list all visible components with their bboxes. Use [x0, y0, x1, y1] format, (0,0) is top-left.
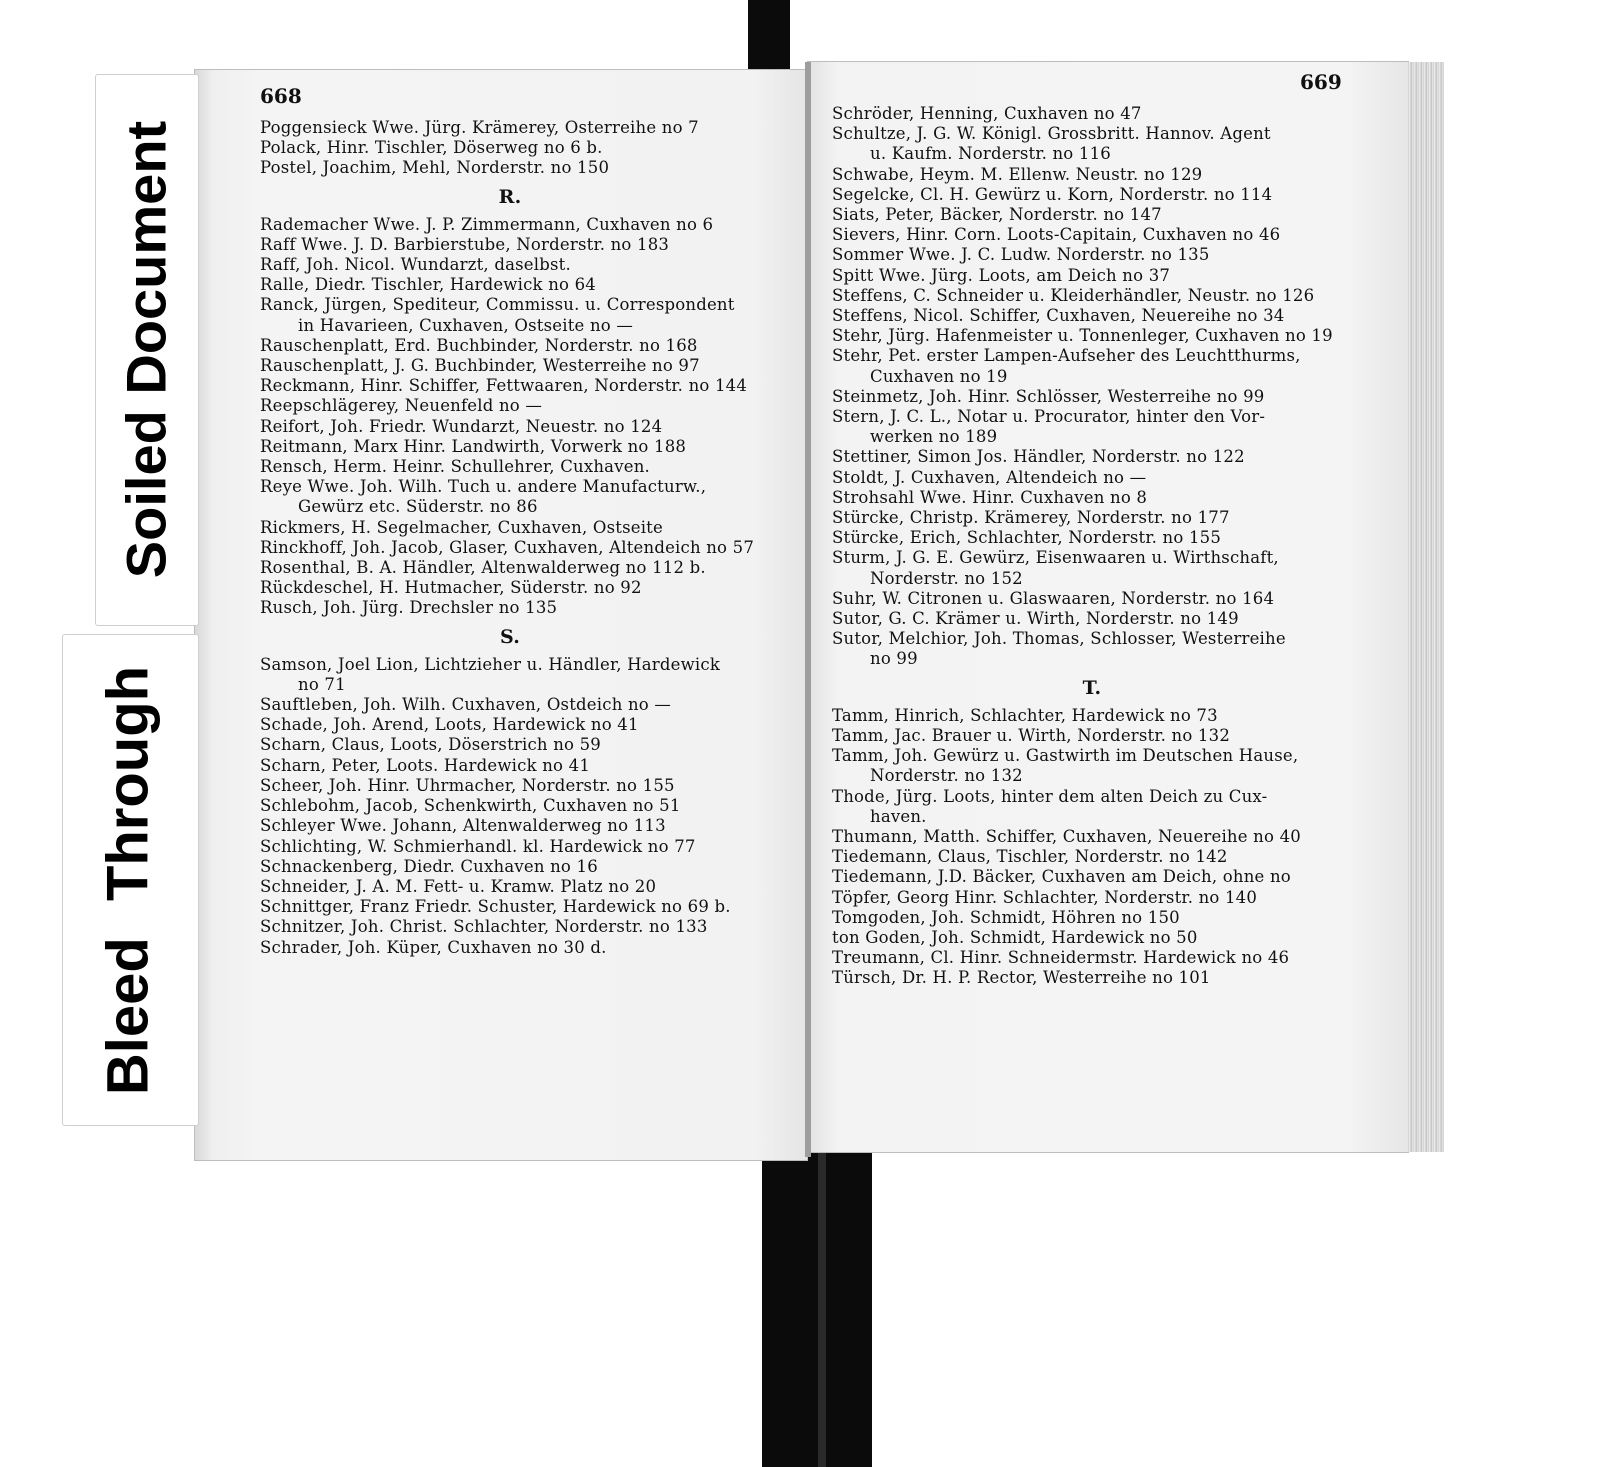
- directory-entry: Steffens, C. Schneider u. Kleiderhändler, Neustr. no 126: [832, 285, 1315, 305]
- directory-entry: Raff Wwe. J. D. Barbierstube, Norderstr. no 183: [260, 234, 670, 254]
- directory-entry: Ranck, Jürgen, Spediteur, Commissu. u. Correspondent: [260, 295, 735, 315]
- directory-entry: Sutor, Melchior, Joh. Thomas, Schlosser, Westerreihe: [832, 629, 1286, 649]
- directory-entry: Postel, Joachim, Mehl, Norderstr. no 150: [260, 158, 610, 178]
- directory-entry: Steinmetz, Joh. Hinr. Schlösser, Westerreihe no 99: [832, 386, 1265, 406]
- directory-entry: Raff, Joh. Nicol. Wundarzt, daselbst.: [260, 255, 571, 275]
- scanner-background-bottom: [762, 1142, 872, 1467]
- directory-entry: Schneider, J. A. M. Fett- u. Kramw. Platz no 20: [260, 876, 657, 896]
- directory-entry: Stettiner, Simon Jos. Händler, Norderstr. no 122: [832, 447, 1245, 467]
- directory-entry: Schlichting, W. Schmierhandl. kl. Hardewick no 77: [260, 836, 696, 856]
- directory-entry: Reepschlägerey, Neuenfeld no —: [260, 396, 543, 416]
- directory-entry: Treumann, Cl. Hinr. Schneidermstr. Hardewick no 46: [832, 948, 1290, 968]
- directory-entry: Rückdeschel, H. Hutmacher, Süderstr. no 92: [260, 578, 642, 598]
- directory-entry: Rinckhoff, Joh. Jacob, Glaser, Cuxhaven, Altendeich no 57: [260, 537, 755, 557]
- bleed-through-text: Bleed Through: [95, 665, 161, 1096]
- directory-entry: Steffens, Nicol. Schiffer, Cuxhaven, Neuereihe no 34: [832, 306, 1285, 326]
- directory-entry: Spitt Wwe. Jürg. Loots, am Deich no 37: [832, 265, 1171, 285]
- directory-entry: Tamm, Jac. Brauer u. Wirth, Norderstr. no 132: [832, 725, 1231, 745]
- section-heading: R.: [498, 185, 522, 208]
- directory-entry: Tiedemann, Claus, Tischler, Norderstr. no 142: [832, 847, 1228, 867]
- directory-entry: Sommer Wwe. J. C. Ludw. Norderstr. no 135: [832, 245, 1210, 265]
- directory-entry: Polack, Hinr. Tischler, Döserweg no 6 b.: [260, 138, 603, 158]
- directory-entry: Schnackenberg, Diedr. Cuxhaven no 16: [260, 856, 598, 876]
- directory-entry: Sutor, G. C. Krämer u. Wirth, Norderstr. no 149: [832, 609, 1239, 629]
- soiled-document-text: Soiled Document: [114, 120, 178, 579]
- section-heading: T.: [1082, 676, 1102, 699]
- directory-entry: Schnittger, Franz Friedr. Schuster, Hardewick no 69 b.: [260, 897, 731, 917]
- directory-entry: Reifort, Joh. Friedr. Wundarzt, Neuestr. no 124: [260, 416, 663, 436]
- directory-entry: Tomgoden, Joh. Schmidt, Höhren no 150: [832, 907, 1180, 927]
- directory-entry: Rusch, Joh. Jürg. Drechsler no 135: [260, 598, 558, 618]
- directory-entry: Stürcke, Erich, Schlachter, Norderstr. no 155: [832, 528, 1222, 548]
- directory-entry: Reitmann, Marx Hinr. Landwirth, Vorwerk no 188: [260, 436, 687, 456]
- directory-entry: Sievers, Hinr. Corn. Loots-Capitain, Cuxhaven no 46: [832, 225, 1281, 245]
- directory-entry-continuation: in Havarieen, Cuxhaven, Ostseite no —: [298, 315, 634, 335]
- directory-entry: Schwabe, Heym. M. Ellenw. Neustr. no 129: [832, 164, 1203, 184]
- directory-entry-continuation: no 71: [298, 674, 346, 694]
- directory-entry: Schnitzer, Joh. Christ. Schlachter, Norderstr. no 133: [260, 917, 708, 937]
- directory-entry-continuation: Gewürz etc. Süderstr. no 86: [298, 497, 538, 517]
- directory-entry: Thumann, Matth. Schiffer, Cuxhaven, Neuereihe no 40: [832, 826, 1301, 846]
- scanner-background-top: [748, 0, 790, 70]
- directory-entry: Rensch, Herm. Heinr. Schullehrer, Cuxhaven.: [260, 457, 650, 477]
- directory-entry: Rickmers, H. Segelmacher, Cuxhaven, Ostseite: [260, 517, 663, 537]
- directory-entry: Ralle, Diedr. Tischler, Hardewick no 64: [260, 275, 596, 295]
- soiled-document-label: [95, 74, 199, 626]
- directory-entry-continuation: Cuxhaven no 19: [870, 366, 1008, 386]
- directory-entry: Sauftleben, Joh. Wilh. Cuxhaven, Ostdeich no —: [260, 695, 672, 715]
- directory-entry-continuation: haven.: [870, 806, 927, 826]
- directory-entry: Strohsahl Wwe. Hinr. Cuxhaven no 8: [832, 487, 1148, 507]
- directory-entry: Stern, J. C. L., Notar u. Procurator, hinter den Vor-: [832, 407, 1266, 427]
- bleed-through-label: [62, 634, 199, 1126]
- book-fold: [805, 62, 811, 1157]
- directory-entry: Rauschenplatt, Erd. Buchbinder, Norderstr. no 168: [260, 335, 698, 355]
- directory-entry: Sturm, J. G. E. Gewürz, Eisenwaaren u. Wirthschaft,: [832, 548, 1279, 568]
- directory-entry: Rademacher Wwe. J. P. Zimmermann, Cuxhaven no 6: [260, 214, 714, 234]
- right-page-number: 669: [1300, 70, 1342, 94]
- directory-entry: Siats, Peter, Bäcker, Norderstr. no 147: [832, 205, 1162, 225]
- directory-entry: Scheer, Joh. Hinr. Uhrmacher, Norderstr. no 155: [260, 775, 675, 795]
- left-page-entries: [260, 118, 760, 958]
- directory-entry: Stoldt, J. Cuxhaven, Altendeich no —: [832, 467, 1147, 487]
- directory-entry: Türsch, Dr. H. P. Rector, Westerreihe no 101: [832, 968, 1211, 988]
- directory-entry: Töpfer, Georg Hinr. Schlachter, Norderstr. no 140: [832, 887, 1258, 907]
- directory-entry-continuation: no 99: [870, 649, 918, 669]
- directory-entry: Reckmann, Hinr. Schiffer, Fettwaaren, Norderstr. no 144: [260, 376, 748, 396]
- directory-entry: Schade, Joh. Arend, Loots, Hardewick no 41: [260, 715, 639, 735]
- directory-entry-continuation: u. Kaufm. Norderstr. no 116: [870, 144, 1111, 164]
- directory-entry: Rosenthal, B. A. Händler, Altenwalderweg no 112 b.: [260, 558, 706, 578]
- directory-entry: Tiedemann, J.D. Bäcker, Cuxhaven am Deich, ohne no: [832, 867, 1291, 887]
- directory-entry: Schrader, Joh. Küper, Cuxhaven no 30 d.: [260, 937, 607, 957]
- directory-entry: Reye Wwe. Joh. Wilh. Tuch u. andere Manufacturw.,: [260, 477, 707, 497]
- directory-entry: Tamm, Joh. Gewürz u. Gastwirth im Deutschen Hause,: [832, 746, 1299, 766]
- directory-entry-continuation: Norderstr. no 132: [870, 766, 1023, 786]
- directory-entry-continuation: Norderstr. no 152: [870, 568, 1023, 588]
- directory-entry: Poggensieck Wwe. Jürg. Krämerey, Osterreihe no 7: [260, 118, 699, 137]
- directory-entry: Schlebohm, Jacob, Schenkwirth, Cuxhaven no 51: [260, 796, 681, 816]
- directory-entry: Stehr, Pet. erster Lampen-Aufseher des Leuchtthurms,: [832, 346, 1301, 366]
- directory-entry-continuation: werken no 189: [870, 427, 998, 447]
- directory-entry: Scharn, Claus, Loots, Döserstrich no 59: [260, 735, 602, 755]
- directory-entry: Rauschenplatt, J. G. Buchbinder, Westerreihe no 97: [260, 356, 700, 376]
- directory-entry: Scharn, Peter, Loots. Hardewick no 41: [260, 755, 591, 775]
- directory-entry: Tamm, Hinrich, Schlachter, Hardewick no 73: [832, 705, 1218, 725]
- directory-entry: Thode, Jürg. Loots, hinter dem alten Deich zu Cux-: [832, 786, 1268, 806]
- left-page-number: 668: [260, 84, 302, 108]
- directory-entry: Schröder, Henning, Cuxhaven no 47: [832, 104, 1142, 123]
- directory-entry: Segelcke, Cl. H. Gewürz u. Korn, Norderstr. no 114: [832, 184, 1273, 204]
- directory-entry: Stürcke, Christp. Krämerey, Norderstr. no 177: [832, 508, 1230, 528]
- directory-entry: Stehr, Jürg. Hafenmeister u. Tonnenleger, Cuxhaven no 19: [832, 326, 1333, 346]
- directory-entry: Suhr, W. Citronen u. Glaswaaren, Norderstr. no 164: [832, 588, 1275, 608]
- directory-entry: Schleyer Wwe. Johann, Altenwalderweg no 113: [260, 816, 666, 836]
- section-heading: S.: [499, 625, 521, 648]
- directory-entry: Samson, Joel Lion, Lichtzieher u. Händler, Hardewick: [260, 654, 721, 674]
- directory-entry: ton Goden, Joh. Schmidt, Hardewick no 50: [832, 927, 1198, 947]
- directory-entry: Schultze, J. G. W. Königl. Grossbritt. Hannov. Agent: [832, 124, 1271, 144]
- right-page-entries: [832, 104, 1352, 989]
- page-edges: [1408, 62, 1444, 1152]
